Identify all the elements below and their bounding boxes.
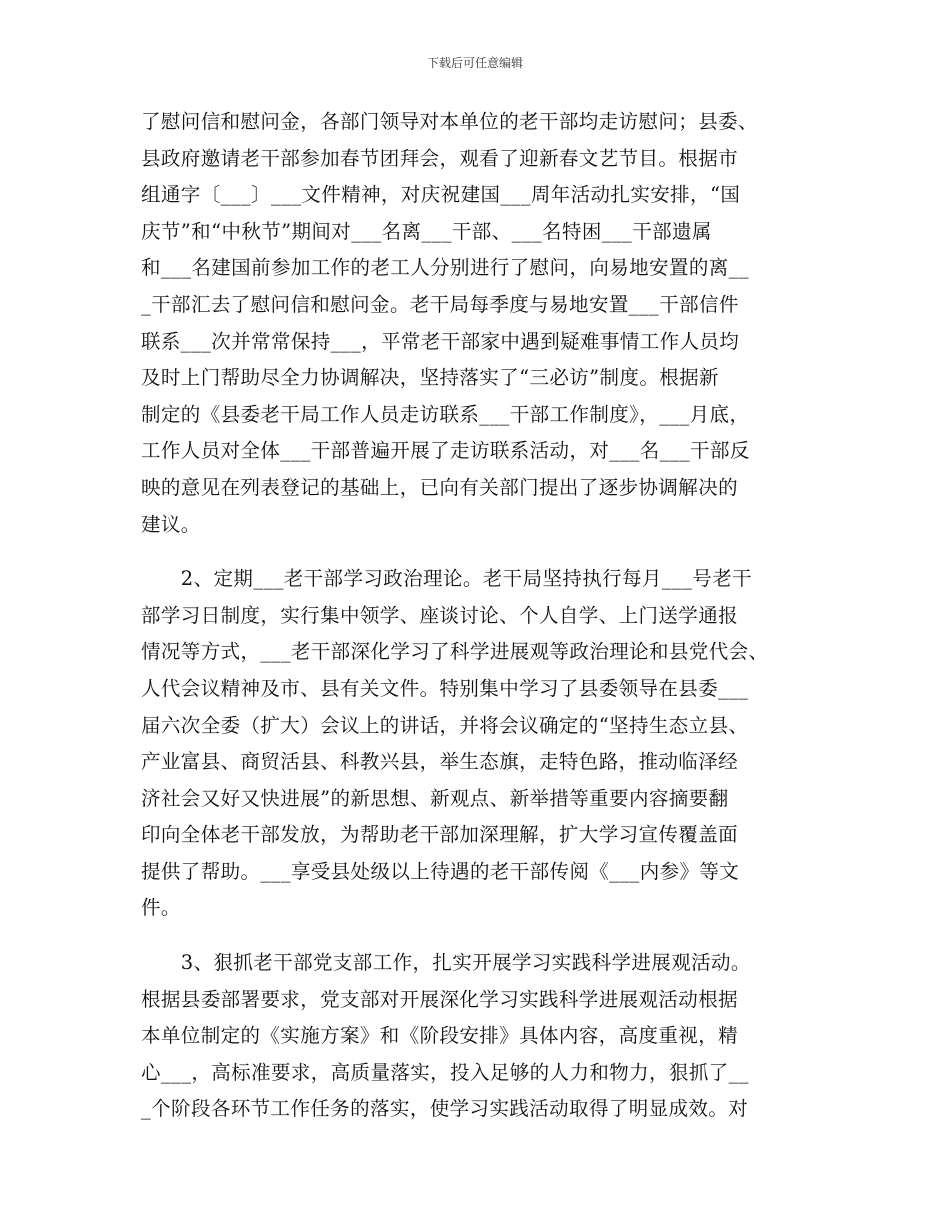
page-header: 下载后可任意编辑 — [426, 56, 523, 70]
text-line: _干部汇去了慰问信和慰问金。老干局每季度与易地安置___干部信件 — [141, 292, 739, 316]
text-line: 情况等方式，___老干部深化学习了科学进展观等政治理论和县党代会、 — [141, 640, 769, 664]
text-line: _个阶段各环节工作任务的落实，使学习实践活动取得了明显成效。对 — [141, 1097, 749, 1121]
text-line: 提供了帮助。___享受县处级以上待遇的老干部传阅《___内参》等文 — [141, 859, 740, 883]
text-line: 映的意见在列表登记的基础上，已向有关部门提出了逐步协调解决的 — [141, 475, 739, 499]
text-line: 工作人员对全体___干部普遍开展了走访联系活动，对___名___干部反 — [141, 439, 750, 463]
paragraph-spacer — [141, 927, 821, 945]
paragraph-spacer — [141, 543, 821, 561]
text-line: 了慰问信和慰问金，各部门领导对本单位的老干部均走访慰问；县委、 — [141, 110, 758, 133]
text-line: 和___名建国前参加工作的老工人分别进行了慰问，向易地安置的离__ — [141, 256, 749, 280]
paragraph-2 — [141, 561, 821, 927]
text-line: 本单位制定的《实施方案》和《阶段安排》具体内容，高度重视，精 — [141, 1024, 739, 1048]
text-line: 及时上门帮助尽全力协调解决，坚持落实了“三必访”制度。根据新 — [141, 366, 719, 390]
text-line: 产业富县、商贸活县、科教兴县，举生态旗，走特色路，推动临泽经 — [141, 750, 739, 774]
text-line: 人代会议精神及市、县有关文件。特别集中学习了县委领导在县委___ — [141, 676, 749, 700]
text-line: 心___，高标准要求，高质量落实，投入足够的人力和物力，狠抓了__ — [141, 1060, 749, 1084]
text-line: 庆节”和“中秋节”期间对___名离___干部、___名特困___干部遗属 — [141, 219, 712, 243]
text-line: 部学习日制度，实行集中领学、座谈讨论、个人自学、上门送学通报 — [141, 603, 739, 627]
text-line: 济社会又好又快进展”的新思想、新观点、新举措等重要内容摘要翻 — [141, 786, 729, 810]
text-line: 县政府邀请老干部参加春节团拜会，观看了迎新春文艺节目。根据市 — [141, 146, 739, 170]
text-line: 制定的《县委老干局工作人员走访联系___干部工作制度》，___月底， — [141, 402, 750, 426]
text-line: 2、定期___老干部学习政治理论。老干局坚持执行每月___号老干 — [141, 567, 753, 591]
text-line: 件。 — [141, 896, 181, 920]
text-line: 印向全体老干部发放，为帮助老干部加深理解，扩大学习宣传覆盖面 — [141, 823, 739, 847]
text-line: 联系___次并常常保持___，平常老干部家中遇到疑难事情工作人员均 — [141, 329, 740, 353]
text-line: 届六次全委（扩大）会议上的讲话，并将会议确定的“坚持生态立县、 — [141, 713, 749, 737]
text-line: 根据县委部署要求，党支部对开展深化学习实践科学进展观活动根据 — [141, 987, 739, 1011]
paragraph-3 — [141, 945, 821, 1128]
text-line: 组通字〔___〕___文件精神，对庆祝建国___周年活动扎实安排，“国 — [141, 183, 741, 207]
text-line: 3、狠抓老干部党支部工作，扎实开展学习实践科学进展观活动。 — [141, 951, 751, 975]
document-body — [141, 104, 821, 1128]
paragraph-1 — [141, 104, 821, 543]
text-line: 建议。 — [141, 512, 201, 536]
